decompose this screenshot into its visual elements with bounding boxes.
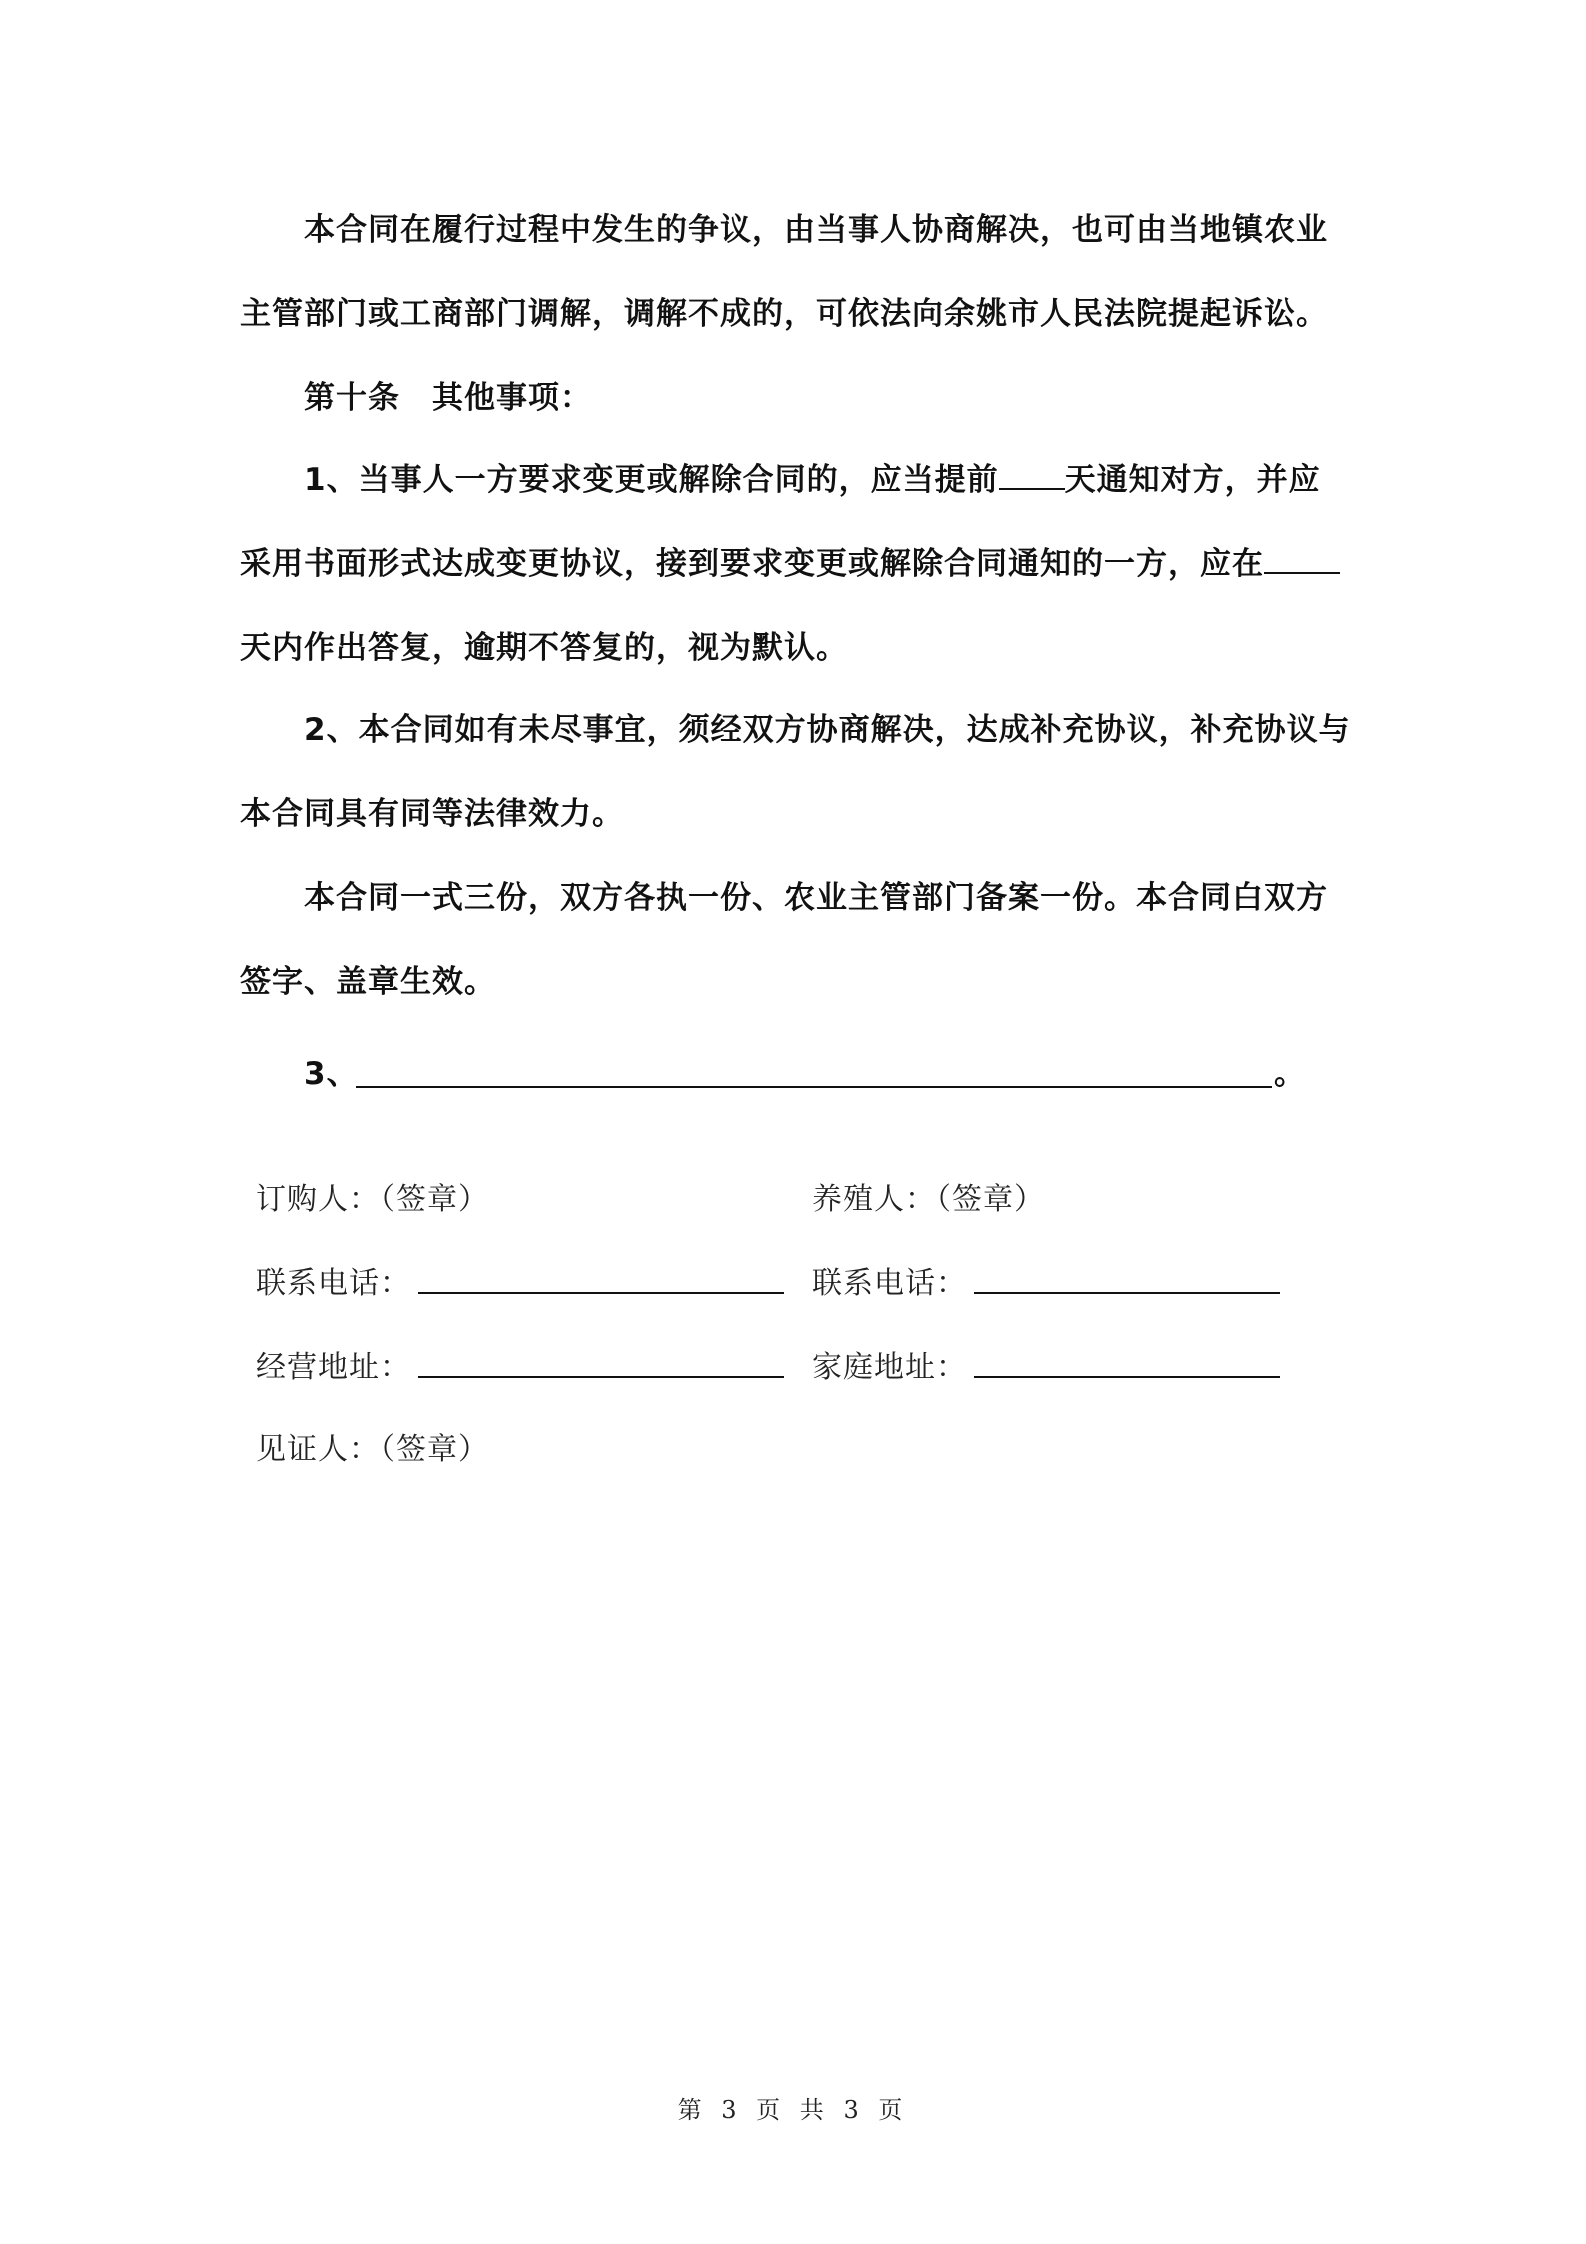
farmer-signature-label: 养殖人：（签章） [812, 1182, 1045, 1217]
buyer-phone-line[interactable] [418, 1292, 784, 1294]
buyer-signature-label: 订购人：（签章） [256, 1182, 489, 1217]
item3-suffix: 。 [1274, 1056, 1306, 1092]
business-address-label: 经营地址： [256, 1350, 411, 1385]
buyer-phone-label: 联系电话： [256, 1266, 411, 1301]
item2-paragraph: 2、本合同如有未尽事宜，须经双方协商解决，达成补充协议，补充协议与本合同具有同等法律效力。 [240, 712, 1351, 832]
article10-heading: 第十条 其他事项： [304, 380, 592, 416]
item1-text-part1: 1、当事人一方要求变更或解除合同的，应当提前 [304, 462, 999, 498]
witness-signature-label: 见证人：（签章） [256, 1432, 489, 1467]
page-footer: 第 3 页 共 3 页 [677, 2096, 909, 2124]
item3-blank-line[interactable] [356, 1086, 1272, 1088]
item1-paragraph [240, 438, 1352, 690]
reply-days-blank[interactable] [1264, 541, 1340, 574]
home-address-line[interactable] [974, 1376, 1280, 1378]
home-address-label: 家庭地址： [812, 1350, 967, 1385]
item3-prefix: 3、 [304, 1056, 359, 1092]
copies-paragraph: 本合同一式三份，双方各执一份、农业主管部门备案一份。本合同白双方签字、盖章生效。 [240, 880, 1328, 1000]
farmer-phone-label: 联系电话： [812, 1266, 967, 1301]
item1-text-part2: 天通知对方，并应采用书面形式达成变更协议，接到要求变更或解除合同通知的一方，应在 [240, 462, 1321, 582]
business-address-line[interactable] [418, 1376, 784, 1378]
dispute-paragraph: 本合同在履行过程中发生的争议，由当事人协商解决，也可由当地镇农业主管部门或工商部门调解，调解不成的，可依法向余姚市人民法院提起诉讼。 [240, 212, 1328, 332]
item1-text-part3: 天内作出答复，逾期不答复的，视为默认。 [240, 630, 848, 666]
notice-days-blank[interactable] [999, 457, 1065, 490]
farmer-phone-line[interactable] [974, 1292, 1280, 1294]
